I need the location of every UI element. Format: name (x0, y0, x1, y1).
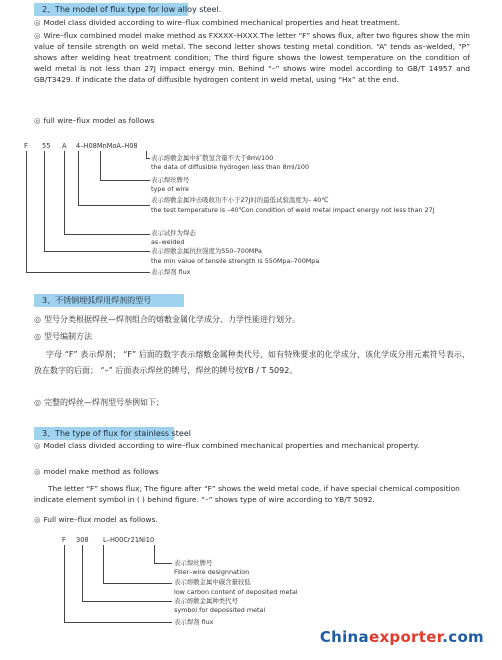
s2-para-2 (34, 30, 470, 86)
s3cn-para-2 (34, 331, 470, 343)
s3-para-3-text: The letter “F” shows flux; The figure after “F” shows the weld metal code, if have special chemical composition indicate element symbol in ( ) behind figure. “–” shows type of wire according to YB/T 5092. (34, 484, 460, 505)
circle-bullet-icon: ◎ (34, 515, 41, 524)
section-2-header: 2、The model of flux type for low alloy steel. (34, 3, 188, 16)
label2-symbol-en: symbol for depossited metal (174, 606, 266, 614)
watermark-part-2: exporter (368, 627, 443, 646)
label2-symbol-cn: 表示熔敷金属种类代号 (174, 597, 238, 605)
circle-bullet-icon: ◎ (34, 467, 41, 476)
s3cn-para-1 (34, 314, 470, 326)
circle-bullet-icon: ◎ (34, 441, 41, 450)
chinaexporter-watermark (320, 626, 484, 649)
code-condition: A (62, 142, 67, 150)
label2-carbon-cn: 表示熔敷金属中碳含量较低 (174, 578, 251, 586)
code2-f: F (62, 536, 66, 544)
s3cn-para-4-text: 完整的焊丝—焊剂型号举例如下； (43, 398, 164, 407)
circle-bullet-icon: ◎ (34, 332, 41, 341)
s3-para-2 (34, 466, 470, 477)
label-hydrogen-en: the data of diffusible hydrogen less than 8ml/100 (151, 163, 310, 171)
circle-bullet-icon: ◎ (34, 18, 41, 27)
label-aswelded-cn: 表示试件为焊态 (151, 229, 196, 237)
watermark-part-1: China (319, 627, 369, 646)
circle-bullet-icon: ◎ (34, 315, 41, 324)
s3cn-para-2-text: 型号编制方法 (43, 332, 92, 341)
code-f: F (24, 142, 28, 150)
s2-para-2-text: Wire–flux combined model make method as FXXXX–HXXX.The letter “F” shows flux, after two figures show the min value of tensile strength on weld metal. The second letter shows testing metal condition. “A” tends as–welded, “P” shows after welding heat treatment condition; The third figure shows the lowest temperature on the condition of weld metal is not less than 27J impact energy min. Behind “–” shows wire model according to GB/T 14957 and GB/T3429. If indicate the data of diffusible hydrogen content in weld metal, using “Hx” at the end. (34, 31, 470, 85)
s2-para-3-text: full wire–flux model as follows (43, 116, 155, 125)
label-wire-en: type of wire (151, 185, 189, 193)
label2-flux: 表示焊剂 flux (174, 618, 214, 626)
code2-metal: 308 (76, 536, 89, 544)
label-hydrogen-cn: 表示熔敷金属中扩散氢含量不大于8ml/100 (151, 154, 274, 162)
circle-bullet-icon: ◎ (34, 398, 41, 407)
section-3-cn-header: 3、不锈钢埋弧焊用焊剂的型号 (34, 294, 184, 307)
circle-bullet-icon: ◎ (34, 116, 41, 125)
s3cn-para-1-text: 型号分类根据焊丝—焊剂组合的熔敷金属化学成分、力学性能进行划分。 (43, 315, 300, 324)
label-strength-cn: 表示熔敷金属抗拉强度为550–700MPa (151, 247, 262, 255)
label2-wire-cn: 表示焊丝牌号 (174, 559, 213, 567)
code2-wire: L–H00Cr21Ni10 (103, 536, 155, 544)
s2-para-3 (34, 115, 470, 126)
circle-bullet-icon: ◎ (34, 31, 41, 40)
s3cn-para-3 (34, 347, 470, 378)
code-strength: 55 (42, 142, 51, 150)
s2-para-1 (34, 17, 470, 28)
s3cn-para-3-text: 字母 “F” 表示焊剂； “F” 后面的数字表示熔敷金属种类代号，如有特殊要求的化学成分，该化学成分用元素符号表示，放在数字的后面； “–” 后面表示焊丝的牌号，焊丝的牌号按YB / T 5092。 (34, 350, 470, 375)
s3-para-4-text: Full wire–flux model as follows. (43, 515, 158, 524)
s3cn-para-4 (34, 397, 470, 409)
label-aswelded-en: as–welded (151, 238, 185, 246)
s3-para-1-text: Model class divided according to wire–flux combined mechanical properties and mechanical property. (43, 441, 420, 450)
label2-carbon-en: low carbon content of deposited metal (174, 588, 298, 596)
code-wire: 4–H08MnMoA–H08 (76, 142, 138, 150)
s3-para-3 (34, 483, 470, 505)
label-wire-cn: 表示焊丝牌号 (151, 176, 190, 184)
label-strength-en: the min value of tensile strength is 550Mpa–700Mpa (151, 257, 320, 265)
label-temp-cn: 表示熔敷金属冲击吸收功不小于27J时的最低试验温度为– 40℃ (151, 196, 329, 204)
label-temp-en: the test temperature is –40℃on condition of weld metal impact energy not less than 27J (151, 206, 435, 214)
section-3-header: 3、The type of flux for stainless steel (34, 427, 174, 440)
s3-para-4 (34, 514, 470, 525)
s3-para-1 (34, 440, 470, 451)
s3-para-2-text: model make method as follows (43, 467, 159, 476)
label2-wire-en: Filler–wire designnation (174, 568, 250, 576)
watermark-part-3: .com (442, 627, 484, 646)
s2-para-1-text: Model class divided according to wire–flux combined mechanical properties and heat treatment. (43, 18, 401, 27)
label-flux: 表示焊剂 flux (151, 268, 191, 276)
